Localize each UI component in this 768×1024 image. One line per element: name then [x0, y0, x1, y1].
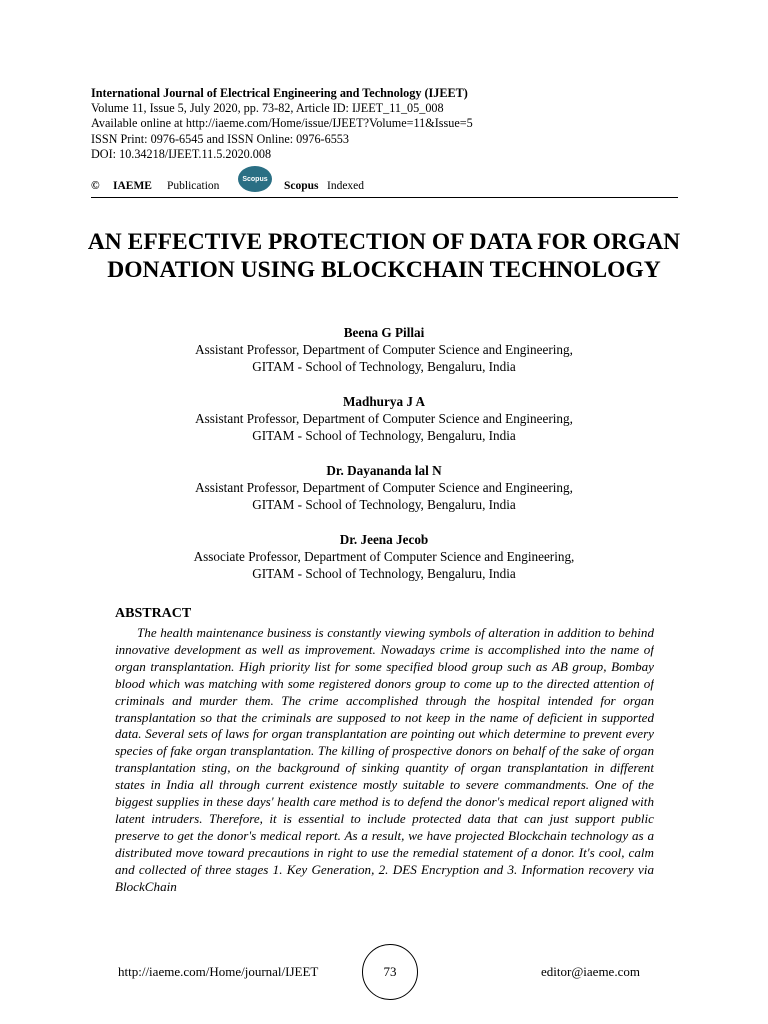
paper-title: AN EFFECTIVE PROTECTION OF DATA FOR ORGAN DONATION USING BLOCKCHAIN TECHNOLOGY	[87, 229, 681, 283]
author-role: Assistant Professor, Department of Computer Science and Engineering,	[195, 480, 573, 495]
author-affiliation: GITAM - School of Technology, Bengaluru, India	[252, 428, 516, 443]
author-name: Madhurya J A	[342, 394, 426, 409]
author-role: Associate Professor, Department of Computer Science and Engineering,	[193, 549, 575, 564]
footer-email-link[interactable]: editor@iaeme.com	[541, 964, 640, 979]
page-number: 73	[362, 944, 418, 1000]
issn-line: ISSN Print: 0976-6545 and ISSN Online: 0976-6553	[91, 131, 349, 146]
author-block	[84, 324, 684, 375]
author-name: Beena G Pillai	[343, 325, 425, 340]
publication-word: Publication	[167, 180, 220, 192]
author-affiliation: GITAM - School of Technology, Bengaluru, India	[252, 566, 516, 581]
journal-name: International Journal of Electrical Engineering and Technology (IJEET)	[91, 86, 468, 100]
doi-line: DOI: 10.34218/IJEET.11.5.2020.008	[91, 146, 272, 161]
author-affiliation: GITAM - School of Technology, Bengaluru, India	[252, 497, 516, 512]
page-footer	[0, 944, 768, 1000]
author-block	[84, 462, 684, 513]
author-block	[84, 393, 684, 444]
copyright-symbol: ©	[91, 180, 100, 192]
author-block	[84, 531, 684, 582]
publication-row	[91, 168, 678, 198]
author-role: Assistant Professor, Department of Computer Science and Engineering,	[195, 342, 573, 357]
author-affiliation: GITAM - School of Technology, Bengaluru, India	[252, 359, 516, 374]
footer-journal-link[interactable]: http://iaeme.com/Home/journal/IJEET	[118, 964, 319, 979]
author-role: Assistant Professor, Department of Computer Science and Engineering,	[195, 411, 573, 426]
publisher-name: IAEME	[113, 180, 152, 192]
volume-line: Volume 11, Issue 5, July 2020, pp. 73-82, Article ID: IJEET_11_05_008	[91, 101, 444, 116]
indexed-word: Indexed	[327, 180, 365, 192]
scopus-word: Scopus	[284, 180, 319, 192]
scopus-logo-icon: Scopus	[238, 166, 272, 192]
available-online-line: Available online at http://iaeme.com/Home/issue/IJEET?Volume=11&Issue=5	[91, 116, 473, 131]
author-name: Dr. Jeena Jecob	[339, 532, 429, 547]
header-divider	[91, 197, 678, 198]
author-name: Dr. Dayananda lal N	[326, 463, 442, 478]
journal-header	[91, 86, 681, 162]
abstract-heading: ABSTRACT	[115, 606, 192, 621]
abstract-text: The health maintenance business is constantly viewing symbols of alteration in addition to behind innovative development as well as improvement. Nowadays crime is accomplished into the name of organ transplantation. High priority list for some specified blood group such as AB group, Bombay blood which was matching with some registered donors group to come up to the directed attention of criminals and murder them. The crime accomplished through the hospital intended for organ transplantation so that the criminals are supposed to not keep in the name of deficient in supported data. Several sets of laws for organ transplantation are pointing out which determine to prevent every species of fake organ transplantation. The killing of prospective donors on behalf of the sake of organ transplantation sting, on the background of sinking quantity of organ transplantation in different states in India all through current existence mostly suitable to severe commandments. One of the biggest supplies in these days' health care method is to defend the donor's medical report aligned with latent intruders. Therefore, it is essential to include protected data that can just support public preserve to get the donor's medical report. As a result, we have projected Blockchain technology as a distributed move toward precautions in right to use the remedial statement of a donor. It's cool, calm and collected of three stages 1. Key Generation, 2. DES Encryption and 3. Information recovery via BlockChain	[115, 625, 654, 894]
